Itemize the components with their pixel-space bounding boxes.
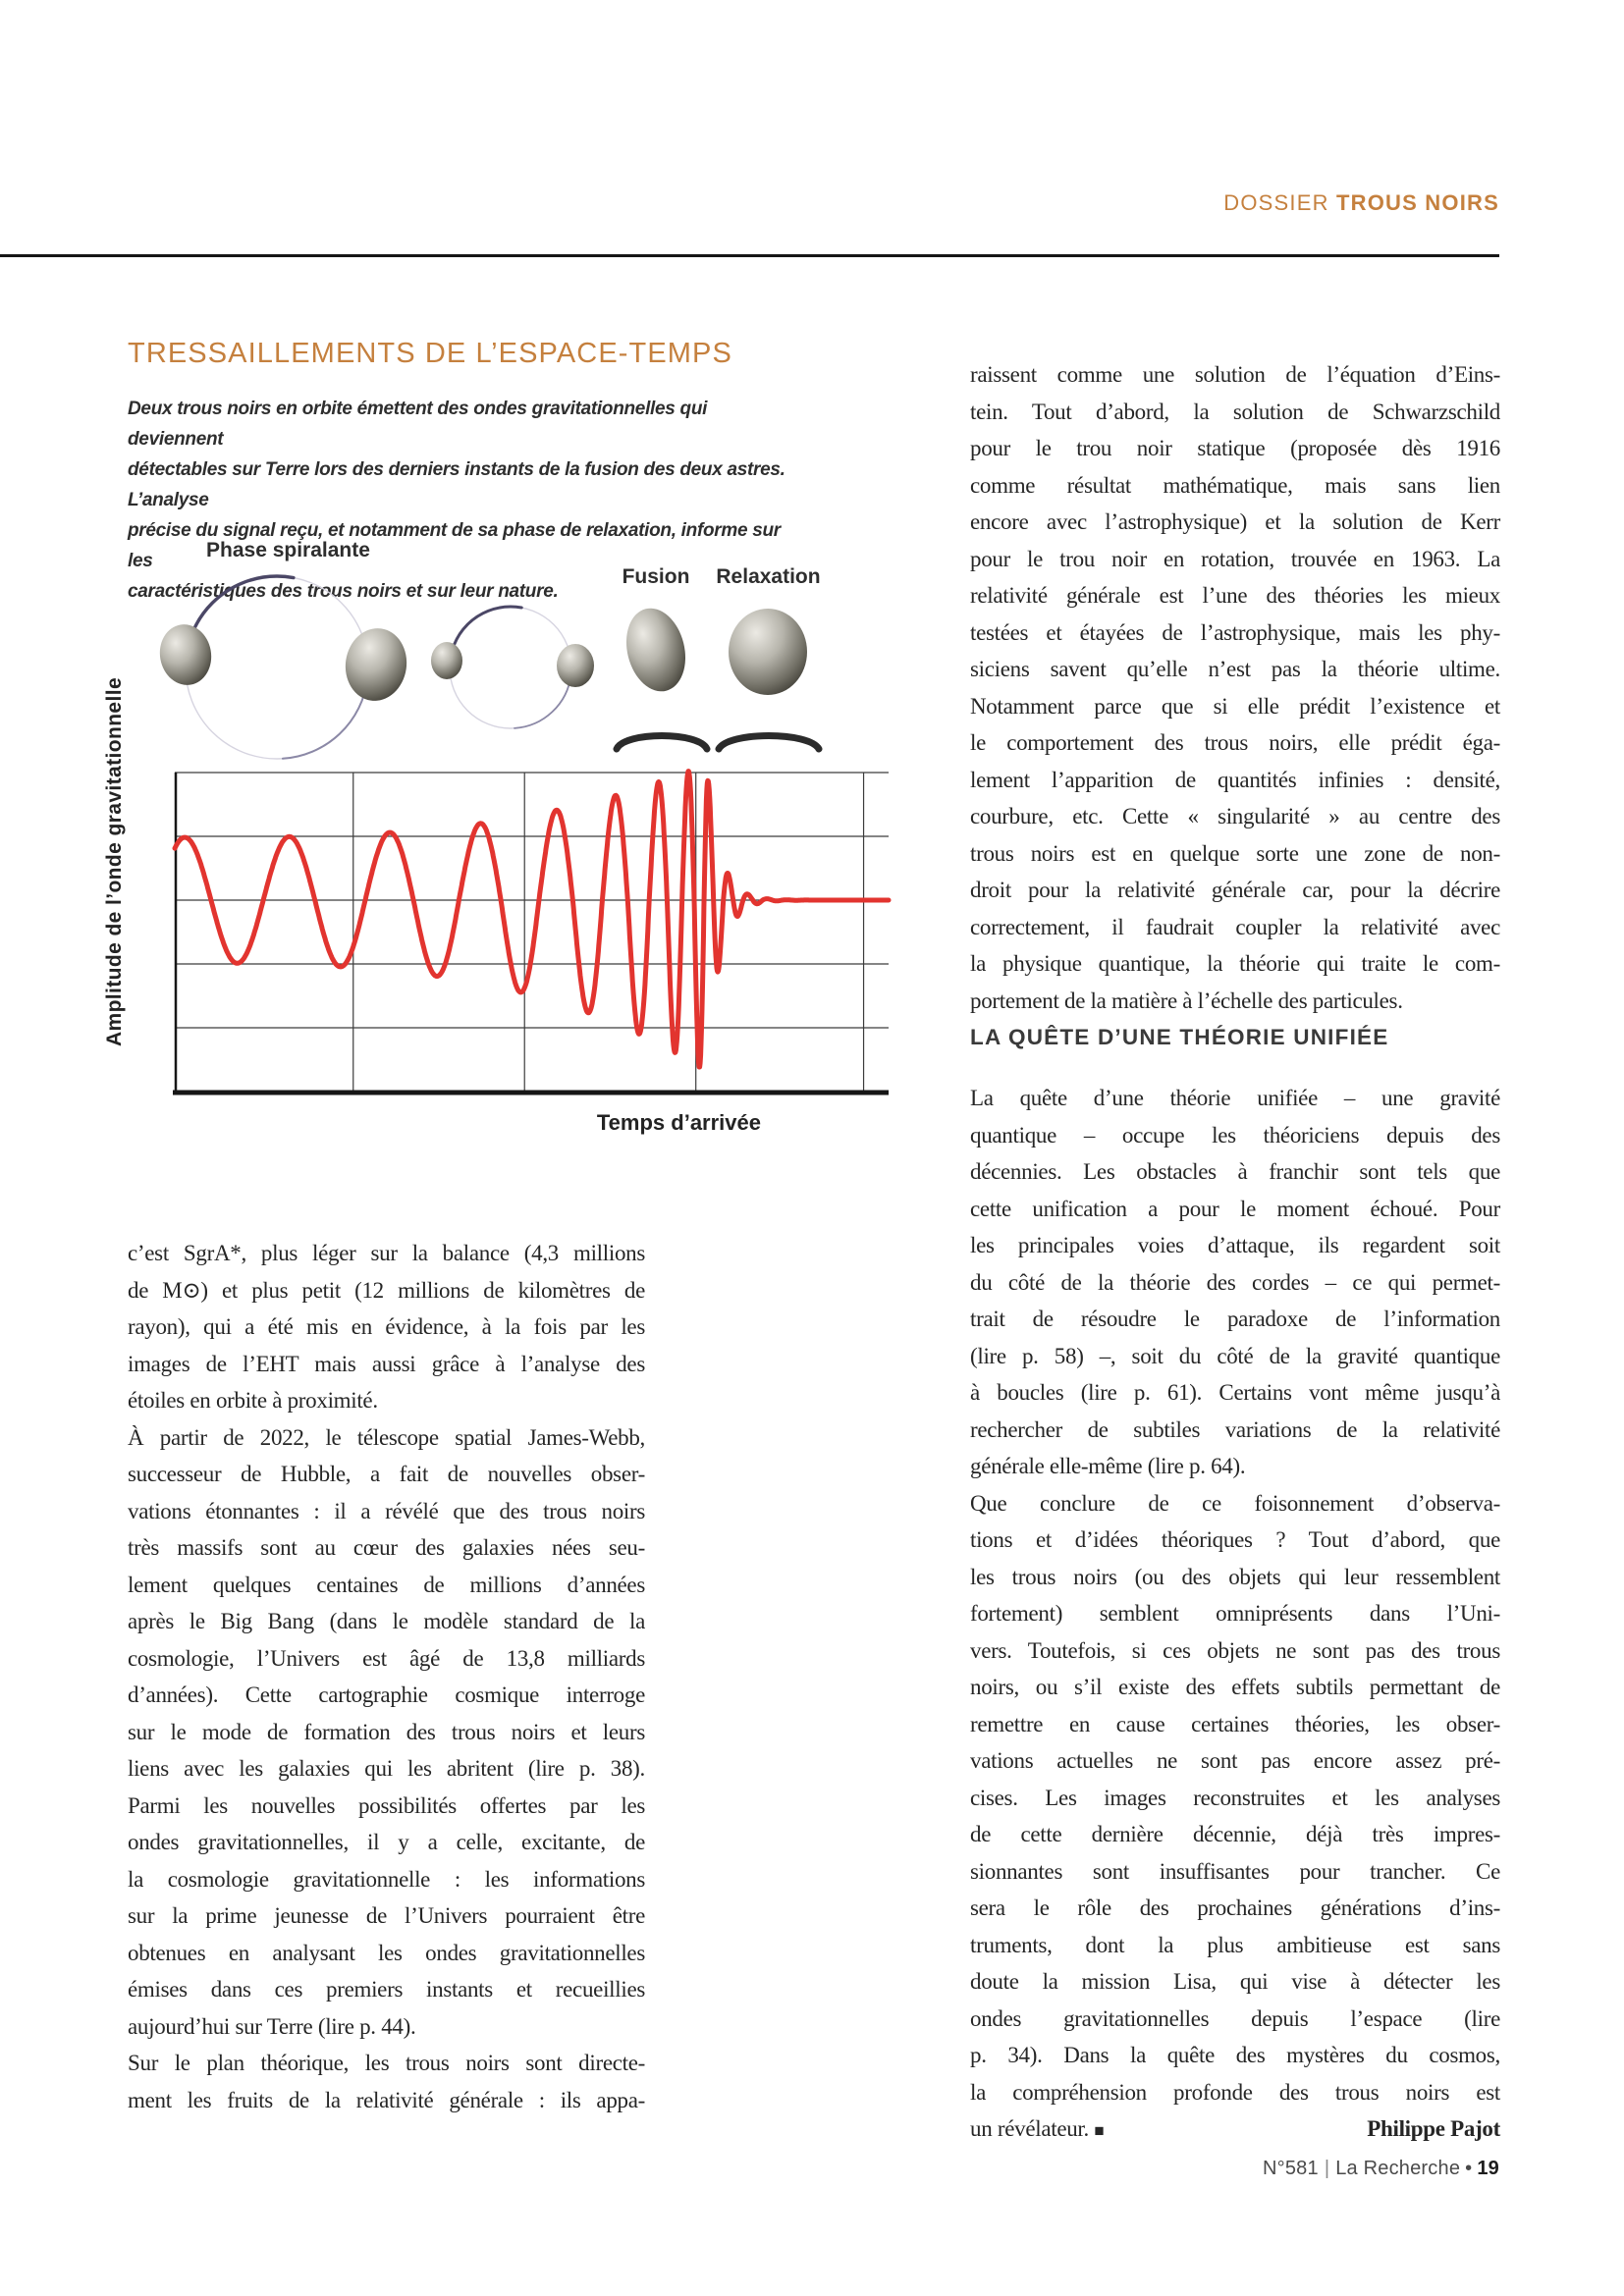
text-line: la physique quantique, la théorie qui traite le com-: [970, 951, 1500, 976]
text-line: truments, dont la plus ambitieuse est sans: [970, 1932, 1500, 1957]
text-line: p. 34). Dans la quête des mystères du cosmos,: [970, 2043, 1500, 2067]
text-line: pour le trou noir en rotation, trouvée en 1963. La: [970, 546, 1500, 571]
text-line: raissent comme une solution de l’équation d’Eins-: [970, 362, 1500, 387]
text-line: testées et étayées de l’astrophysique, mais les phy-: [970, 619, 1500, 645]
text-line: rayon), qui a été mis en évidence, à la fois par les: [128, 1314, 645, 1339]
text-line: d’années). Cette cartographie cosmique interroge: [128, 1682, 645, 1707]
text-line: noirs, ou s’il existe des effets subtils permettant de: [970, 1675, 1500, 1699]
text-line: les trous noirs (ou des objets qui leur ressemblent: [970, 1564, 1500, 1589]
merged-black-hole: [618, 602, 693, 697]
text-line: ondes gravitationnelles, il y a celle, excitante, de: [128, 1830, 645, 1854]
header-rule: [0, 254, 1499, 257]
text-line: étoiles en orbite à proximité.: [128, 1388, 378, 1413]
gravitational-wave-chart: [175, 771, 889, 1095]
text-line: la compréhension profonde des trous noirs est: [970, 2079, 1500, 2105]
footer-separator: |: [1324, 2158, 1330, 2179]
text-line: Que conclure de ce foisonnement d’observa-: [970, 1490, 1500, 1516]
black-hole-2: [341, 624, 411, 705]
kicker-section-label: DOSSIER: [1223, 190, 1329, 215]
figure-label-inspiral: Phase spiralante: [206, 539, 370, 561]
text-line: comme résultat mathématique, mais sans lien: [970, 472, 1500, 498]
text-line: la cosmologie gravitationnelle : les informations: [128, 1866, 645, 1892]
text-line: La quête d’une théorie unifiée – une gravité: [970, 1086, 1500, 1110]
footer-bullet: •: [1465, 2158, 1473, 2179]
text-line: doute la mission Lisa, qui vise à détecter les: [970, 1969, 1500, 1994]
text-line: vations étonnantes : il a révélé que des trous noirs: [128, 1498, 645, 1523]
issue-number: N°581: [1263, 2158, 1319, 2179]
figure-label-ringdown: Relaxation: [716, 565, 821, 588]
page-footer: [1263, 2158, 1499, 2180]
text-line: Parmi les nouvelles possibilités offertes par les: [128, 1792, 645, 1818]
text-line: de M⊙) et plus petit (12 millions de kilomètres de: [128, 1277, 645, 1303]
text-line: émises dans ces premiers instants et recueillies: [128, 1977, 645, 2002]
orbit-close: [431, 607, 594, 728]
text-line: pour le trou noir statique (proposée dès 1916: [970, 436, 1500, 460]
text-line: le comportement des trous noirs, elle prédit éga-: [970, 730, 1500, 755]
black-hole-1: [155, 620, 216, 689]
text-line: à boucles (lire p. 61). Certains vont même jusqu’à: [970, 1380, 1500, 1405]
text-line: vers. Toutefois, si ces objets ne sont pas des trous: [970, 1637, 1500, 1663]
text-line: rechercher de subtiles variations de la relativité: [970, 1416, 1500, 1442]
ringdown-brace: [719, 736, 819, 750]
text-line: aujourd’hui sur Terre (lire p. 44).: [128, 2013, 416, 2039]
text-line: sera le rôle des prochaines générations d’ins-: [970, 1896, 1500, 1920]
text-line: remettre en cause certaines théories, les obser-: [970, 1711, 1500, 1736]
text-line: sionnantes sont insuffisantes pour trancher. Ce: [970, 1858, 1500, 1884]
black-holes-illustration: [128, 574, 933, 771]
text-line: sur la prime jeunesse de l’Univers pourraient être: [128, 1903, 645, 1928]
merger-brace: [617, 736, 707, 750]
text-line: images de l’EHT mais aussi grâce à l’analyse des: [128, 1351, 645, 1376]
chart-y-axis-label: Amplitude de l’onde gravitationnelle: [103, 676, 126, 1047]
text-line: tein. Tout d’abord, la solution de Schwarzschild: [970, 399, 1500, 424]
text-line: lement quelques centaines de millions d’années: [128, 1572, 645, 1597]
text-line: À partir de 2022, le télescope spatial James-Webb,: [128, 1424, 645, 1450]
text-line: Sur le plan théorique, les trous noirs sont directe-: [128, 2051, 645, 2075]
text-line: ment les fruits de la relativité générale : ils appa-: [128, 2087, 645, 2112]
text-line: cette unification a pour le moment échoué. Pour: [970, 1196, 1500, 1221]
kicker-topic-label: TROUS NOIRS: [1336, 190, 1499, 215]
text-line: ondes gravitationnelles depuis l’espace (lire: [970, 2005, 1500, 2031]
text-line: générale elle-même (lire p. 64).: [970, 1454, 1246, 1478]
dossier-kicker: [1223, 190, 1499, 216]
text-line: (lire p. 58) –, soit du côté de la gravité quantique: [970, 1343, 1500, 1368]
text-line: courbure, etc. Cette « singularité » au centre des: [970, 804, 1500, 828]
text-line: cosmologie, l’Univers est âgé de 13,8 milliards: [128, 1645, 645, 1671]
text-line: lement l’apparition de quantités infinies : densité,: [970, 767, 1500, 792]
text-line: sur le mode de formation des trous noirs et leurs: [128, 1719, 645, 1744]
text-line: très massifs sont au cœur des galaxies nées seu-: [128, 1535, 645, 1560]
text-line: siciens savent qu’elle n’est pas la théorie ultime.: [970, 657, 1500, 681]
left-column-text: [128, 1235, 645, 2118]
gravitational-wave-signal: [175, 772, 889, 1067]
text-line: portement de la matière à l’échelle des particules.: [970, 988, 1403, 1013]
article-title: TRESSAILLEMENTS DE L’ESPACE-TEMPS: [128, 338, 732, 369]
text-line: Notamment parce que si elle prédit l’existence et: [970, 693, 1500, 719]
article-standfirst: Deux trous noirs en orbite émettent des ondes gravitationnelles qui deviennent détectables sur Terre lors des derniers instants de la fusion des deux astres. L’analyse précise du signal reçu, et notamment de sa phase de relaxation, informe sur les caractéristiques des trous noirs et sur leur nature.: [128, 399, 785, 602]
closing-line: un révélateur. ■ Philippe Pajot: [970, 2110, 1500, 2150]
text-line: successeur de Hubble, a fait de nouvelles obser-: [128, 1462, 645, 1486]
text-line: cises. Les images reconstruites et les analyses: [970, 1785, 1500, 1810]
text-line: trous noirs est en quelque sorte une zone de non-: [970, 840, 1500, 866]
text-line: décennies. Les obstacles à franchir sont tels que: [970, 1159, 1500, 1184]
text-line: relativité générale est l’une des théories les mieux: [970, 583, 1500, 608]
orbit-wide: [155, 576, 411, 759]
section-subhead: LA QUÊTE D’UNE THÉORIE UNIFIÉE: [970, 1025, 1389, 1049]
right-column-text-top: [970, 356, 1500, 1019]
text-line: liens avec les galaxies qui les abritent (lire p. 38).: [128, 1756, 645, 1781]
author-name: Philippe Pajot: [1367, 2116, 1500, 2141]
figure-label-merger: Fusion: [622, 565, 690, 588]
text-line: après le Big Bang (dans le modèle standard de la: [128, 1609, 645, 1633]
text-line: fortement) semblent omniprésents dans l’Uni-: [970, 1601, 1500, 1626]
text-line: encore avec l’astrophysique) et la solution de Kerr: [970, 509, 1500, 534]
magazine-name: La Recherche: [1335, 2158, 1461, 2179]
text-line: les principales voies d’attaque, ils regardent soit: [970, 1233, 1500, 1257]
text-line: obtenues en analysant les ondes gravitationnelles: [128, 1940, 645, 1965]
end-mark: ■: [1094, 2121, 1105, 2140]
chart-x-axis-label: Temps d’arrivée: [596, 1110, 761, 1135]
black-hole-3: [431, 642, 462, 679]
text-line: quantique – occupe les théoriciens depuis des: [970, 1122, 1500, 1148]
text-line: c’est SgrA*, plus léger sur la balance (4,3 millions: [128, 1241, 645, 1265]
text-line: du côté de la théorie des cordes – ce qui permet-: [970, 1269, 1500, 1295]
text-line: vations actuelles ne sont pas encore assez pré-: [970, 1748, 1500, 1773]
text-line: de cette dernière décennie, déjà très impres-: [970, 1822, 1500, 1846]
page-number: 19: [1477, 2158, 1499, 2179]
text-line: droit pour la relativité générale car, pour la décrire: [970, 878, 1500, 902]
relaxed-black-hole: [729, 609, 807, 695]
black-hole-4: [557, 644, 594, 687]
text-line: correctement, il faudrait coupler la relativité avec: [970, 914, 1500, 939]
right-column-text-bottom: [970, 1080, 1500, 2150]
text-line: tions et d’idées théoriques ? Tout d’abord, que: [970, 1527, 1500, 1552]
text-line: trait de résoudre le paradoxe de l’information: [970, 1307, 1500, 1331]
